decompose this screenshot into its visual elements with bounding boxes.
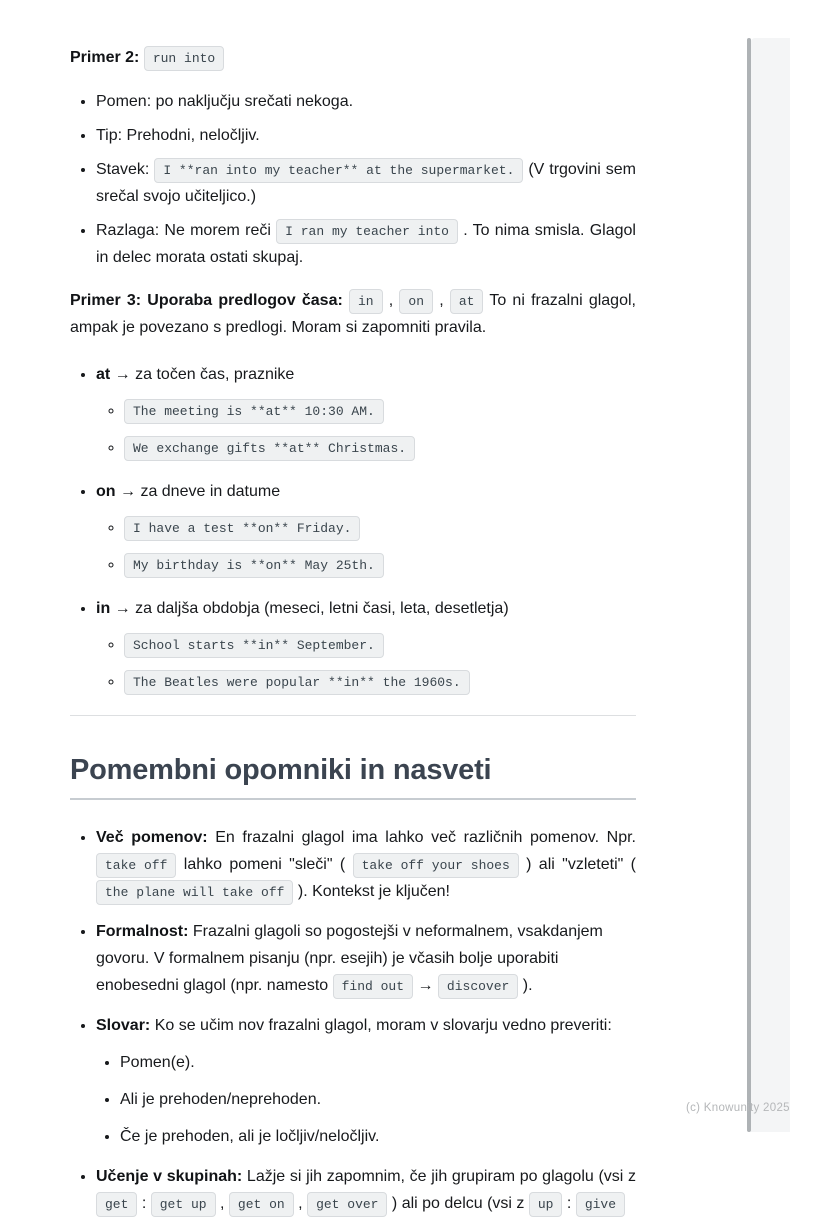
next-page-edge [751, 38, 790, 1132]
inline-code-chip: get up [151, 1192, 216, 1217]
section-heading: Pomembni opomniki in nasveti [70, 754, 636, 800]
inline-code-chip: My birthday is **on** May 25th. [124, 553, 384, 578]
list-item-stavek: • Stavek: I **ran into my teacher** at the supermarket. (V trgovini sem srečal svojo učiteljico.) [96, 156, 636, 210]
bullet-list-prepositions [70, 361, 636, 695]
example-list-on [96, 514, 636, 578]
example-item [124, 631, 636, 658]
inline-code-chip: take off your shoes [353, 853, 519, 878]
inline-code-chip: run into [144, 46, 224, 71]
inline-code-chip: at [450, 289, 484, 314]
list-item-in [96, 595, 636, 695]
example-item [124, 397, 636, 424]
scrollbar[interactable] [747, 38, 751, 1132]
inline-code-chip: in [349, 289, 383, 314]
example-item [124, 434, 636, 461]
list-item-slovar [96, 1012, 636, 1150]
inline-code-chip: the plane will take off [96, 880, 293, 905]
inline-code-chip: give [576, 1192, 625, 1217]
list-item-razlaga: • Razlaga: Ne morem reči I ran my teacher into . To nima smisla. Glagol in delec morata ostati skupaj. [96, 217, 636, 271]
section-divider [70, 715, 636, 716]
list-item-tip: • Tip: Prehodni, neločljiv. [96, 122, 636, 149]
inline-code-chip: get [96, 1192, 137, 1217]
list-item-head: at → za točen čas, praznike [96, 366, 295, 383]
inline-code-chip: up [529, 1192, 563, 1217]
inline-code-chip: I have a test **on** Friday. [124, 516, 360, 541]
inline-code-chip: The meeting is **at** 10:30 AM. [124, 399, 384, 424]
sub-item: • Če je prehoden, ali je ločljiv/neločljiv. [120, 1123, 636, 1150]
paragraph-primer2: Primer 2: run into [70, 44, 636, 71]
inline-code-chip: get on [229, 1192, 294, 1217]
example-list-in [96, 631, 636, 695]
list-item-head: on → za dneve in datume [96, 483, 281, 500]
paragraph-primer3: Primer 3: Uporaba predlogov časa: in , on , at To ni frazalni glagol, ampak je povezano s predlogi. Moram si zapomniti pravila. [70, 287, 636, 341]
inline-code-chip: I **ran into my teacher** at the supermarket. [154, 158, 523, 183]
list-item-pomen: • Pomen: po naključju srečati nekoga. [96, 88, 636, 115]
inline-code-chip: School starts **in** September. [124, 633, 384, 658]
inline-code-chip: We exchange gifts **at** Christmas. [124, 436, 415, 461]
slovar-sub-list [96, 1049, 636, 1150]
inline-code-chip: find out [333, 974, 413, 999]
document-page [70, 44, 636, 1230]
sub-item: • Ali je prehoden/neprehoden. [120, 1086, 636, 1113]
list-item-head: in → za daljša obdobja (meseci, letni časi, leta, desetletja) [96, 600, 509, 617]
list-item-ucenje: • Učenje v skupinah: Lažje si jih zapomnim, če jih grupiram po glagolu (vsi z get : get up , get on , get over ) ali po delcu (vsi z up : give [96, 1163, 636, 1217]
inline-code-chip: I ran my teacher into [276, 219, 458, 244]
inline-code-chip: get over [307, 1192, 387, 1217]
list-item-vec-pomenov: • Več pomenov: En frazalni glagol ima lahko več različnih pomenov. Npr. take off lahko pomeni "sleči" ( take off your shoes ) ali "vzleteti" ( the plane will take off ). Kontekst je ključen! [96, 824, 636, 905]
watermark: (c) Knowunity 2025 [686, 1102, 790, 1114]
inline-code-chip: The Beatles were popular **in** the 1960s. [124, 670, 470, 695]
list-item-at [96, 361, 636, 461]
inline-code-chip: take off [96, 853, 176, 878]
sub-item: • Pomen(e). [120, 1049, 636, 1076]
bullet-list-primer2 [70, 88, 636, 271]
list-item-head: Slovar: Ko se učim nov frazalni glagol, moram v slovarju vedno preveriti: [96, 1017, 612, 1034]
list-item-formalnost: • Formalnost: Frazalni glagoli so pogostejši v neformalnem, vsakdanjem govoru. V formalnem pisanju (npr. esejih) je včasih bolje uporabiti enobesedni glagol (npr. namesto find out → discover ). [96, 918, 636, 999]
example-item [124, 668, 636, 695]
example-item [124, 514, 636, 541]
inline-code-chip: on [399, 289, 433, 314]
example-item [124, 551, 636, 578]
example-list-at [96, 397, 636, 461]
list-item-on [96, 478, 636, 578]
bullet-list-tips [70, 824, 636, 1217]
inline-code-chip: discover [438, 974, 518, 999]
